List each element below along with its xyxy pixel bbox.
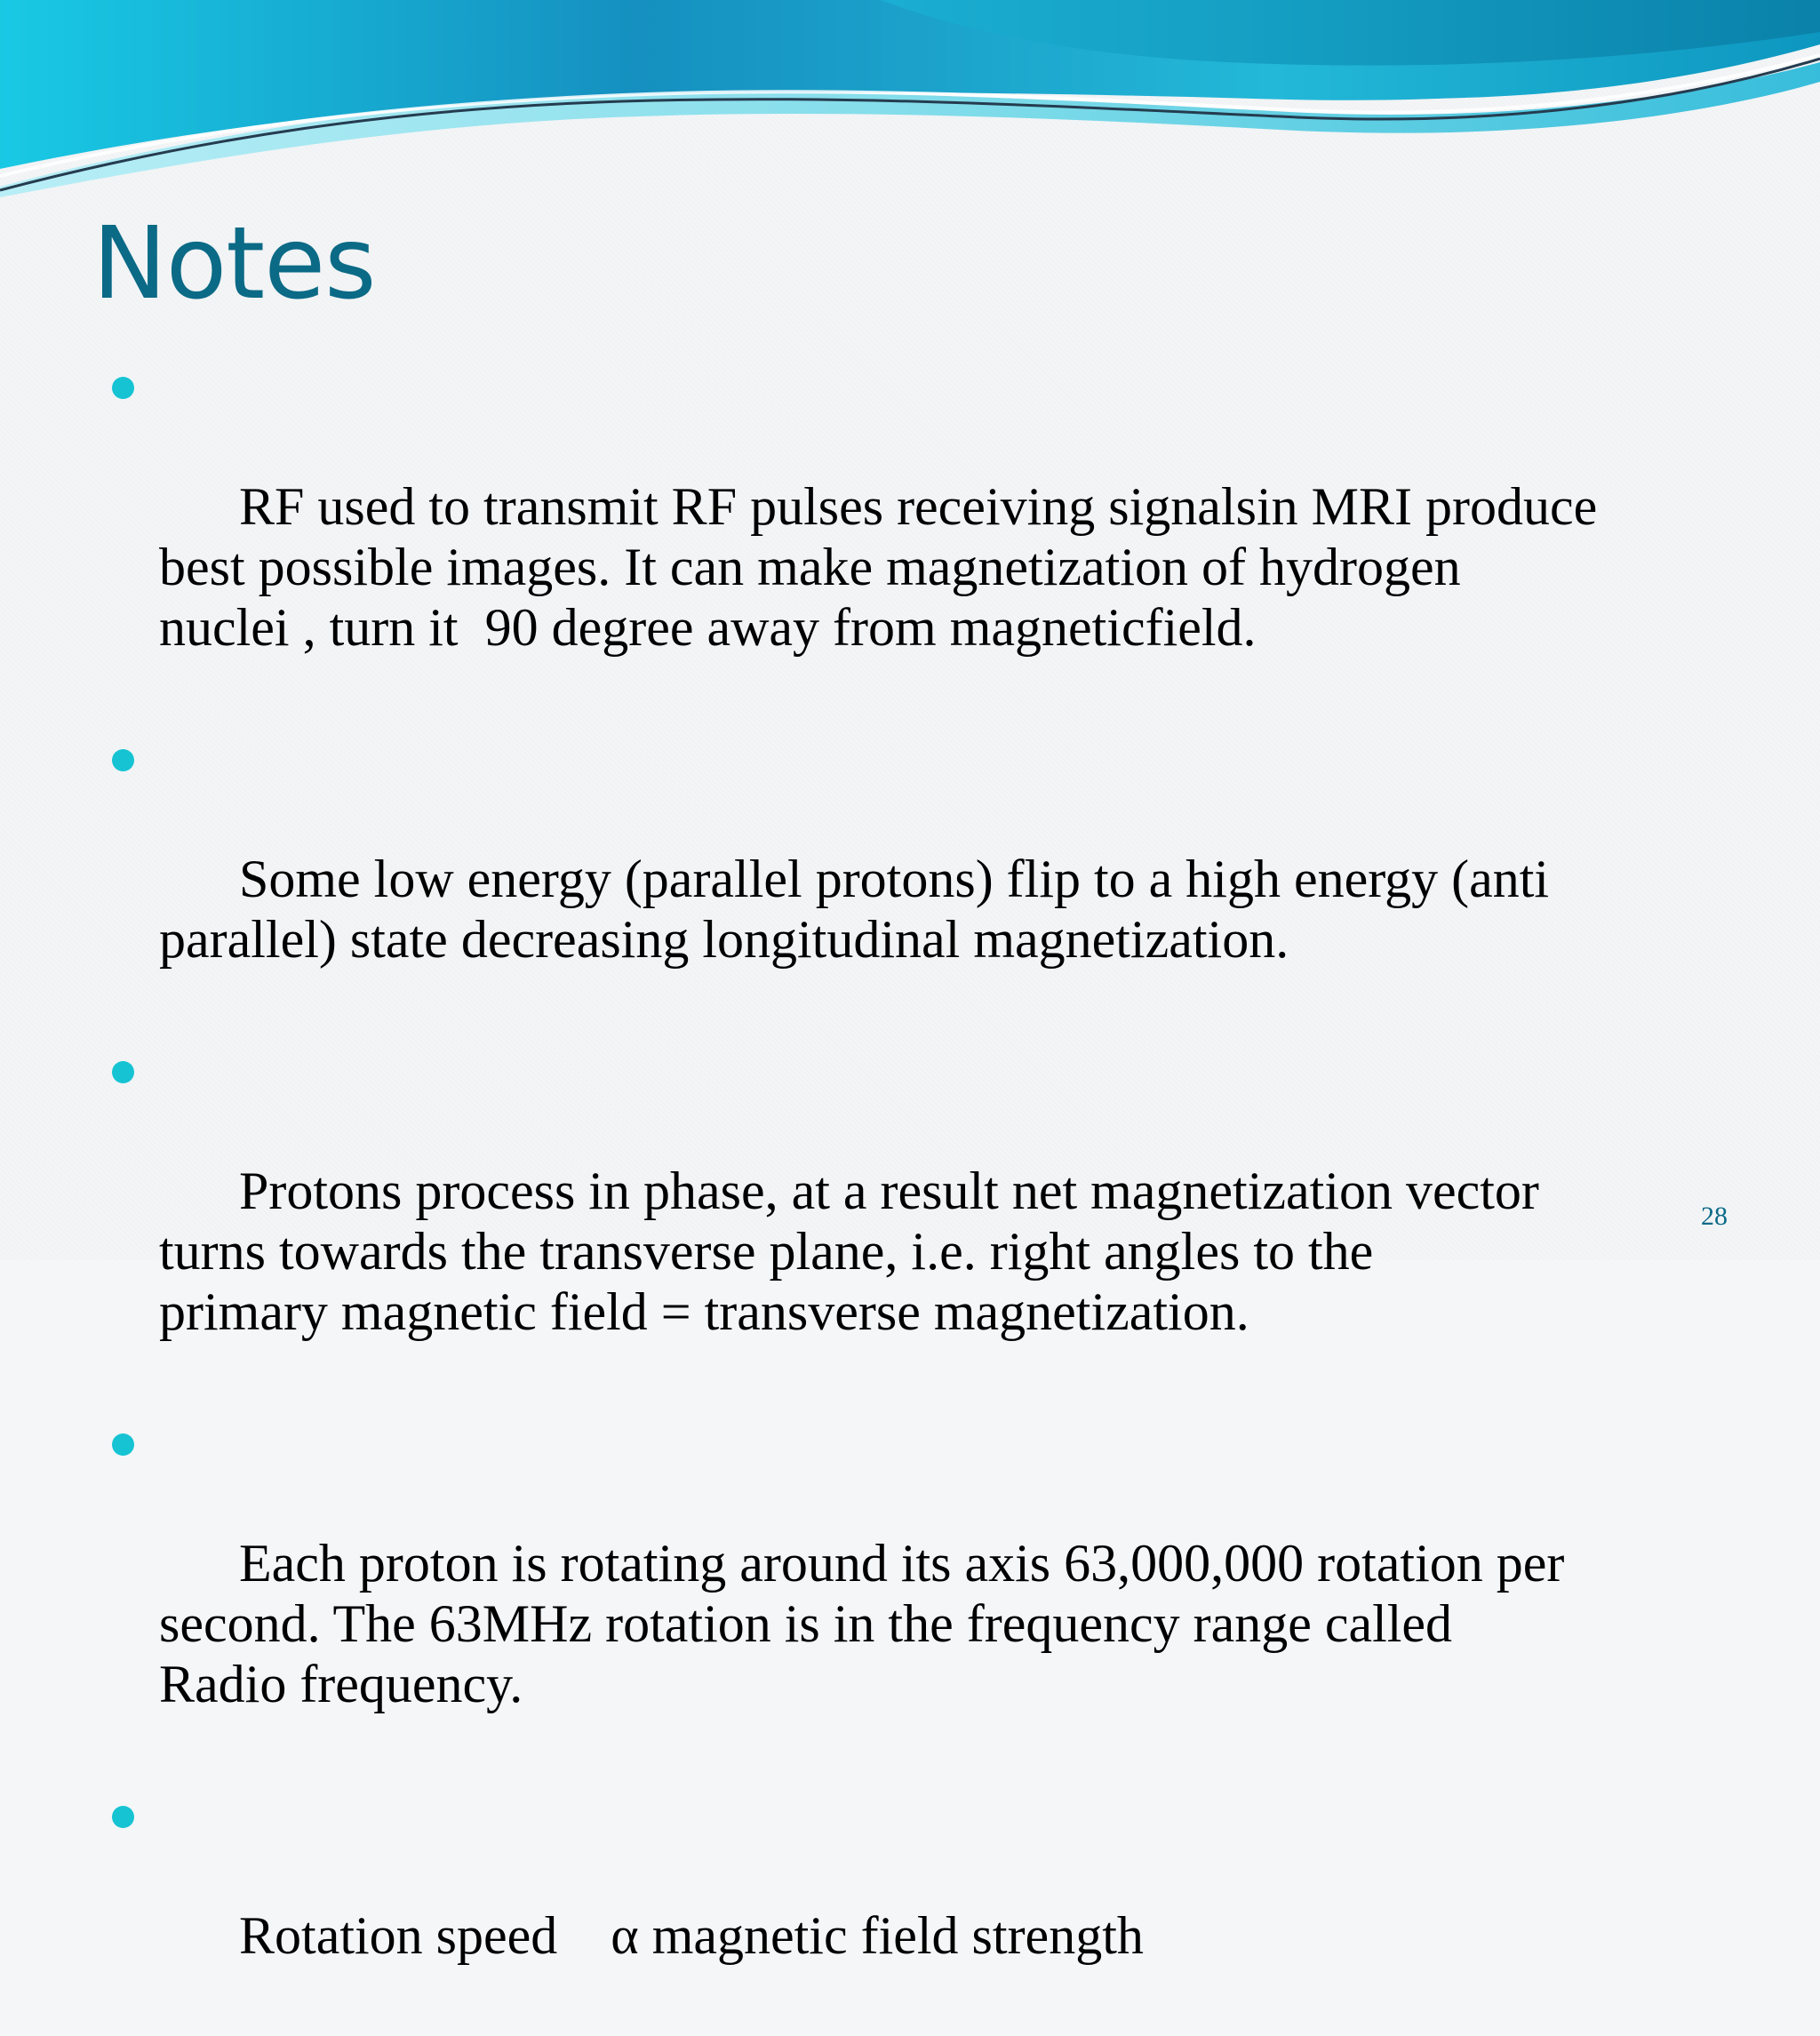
bullet-text: Some low energy (parallel protons) flip to a high energy (anti parallel) state decreasing longitudinal magnetization. <box>159 850 1550 969</box>
bullet-item-energy-flip <box>112 728 1747 1030</box>
bullet-item-phase <box>112 1040 1747 1402</box>
bullet-dot-icon <box>112 377 134 399</box>
bullet-dot-icon <box>112 1061 134 1083</box>
bullet-text: Protons process in phase, at a result net magnetization vector turns towards the transverse plane, i.e. right angles to the primary magnetic field = transverse magnetization. <box>159 1162 1539 1341</box>
bullet-dot-icon <box>112 1806 134 1828</box>
slide-title: Notes <box>92 206 376 322</box>
bullet-dot-icon <box>112 749 134 771</box>
bullet-text: Each proton is rotating around its axis 63,000,000 rotation per second. The 63MHz rotation is in the frequency range called Radio frequency. <box>159 1534 1565 1713</box>
bullet-item-rotation <box>112 1412 1747 1775</box>
header-wave-decoration <box>0 0 1820 204</box>
bullet-list <box>112 355 1747 2036</box>
slide-number: 28 <box>1701 1202 1728 1231</box>
bullet-item-rotation-speed <box>112 1784 1747 2026</box>
bullet-item-rf-pulses <box>112 355 1747 718</box>
bullet-dot-icon <box>112 1433 134 1456</box>
bullet-text: RF used to transmit RF pulses receiving signalsin MRI produce best possible images. It can make magnetization of hydrogen nuclei , turn it 90 degree away from magneticfield. <box>159 477 1598 657</box>
bullet-text: Rotation speed α magnetic field strength <box>239 1906 1144 1965</box>
